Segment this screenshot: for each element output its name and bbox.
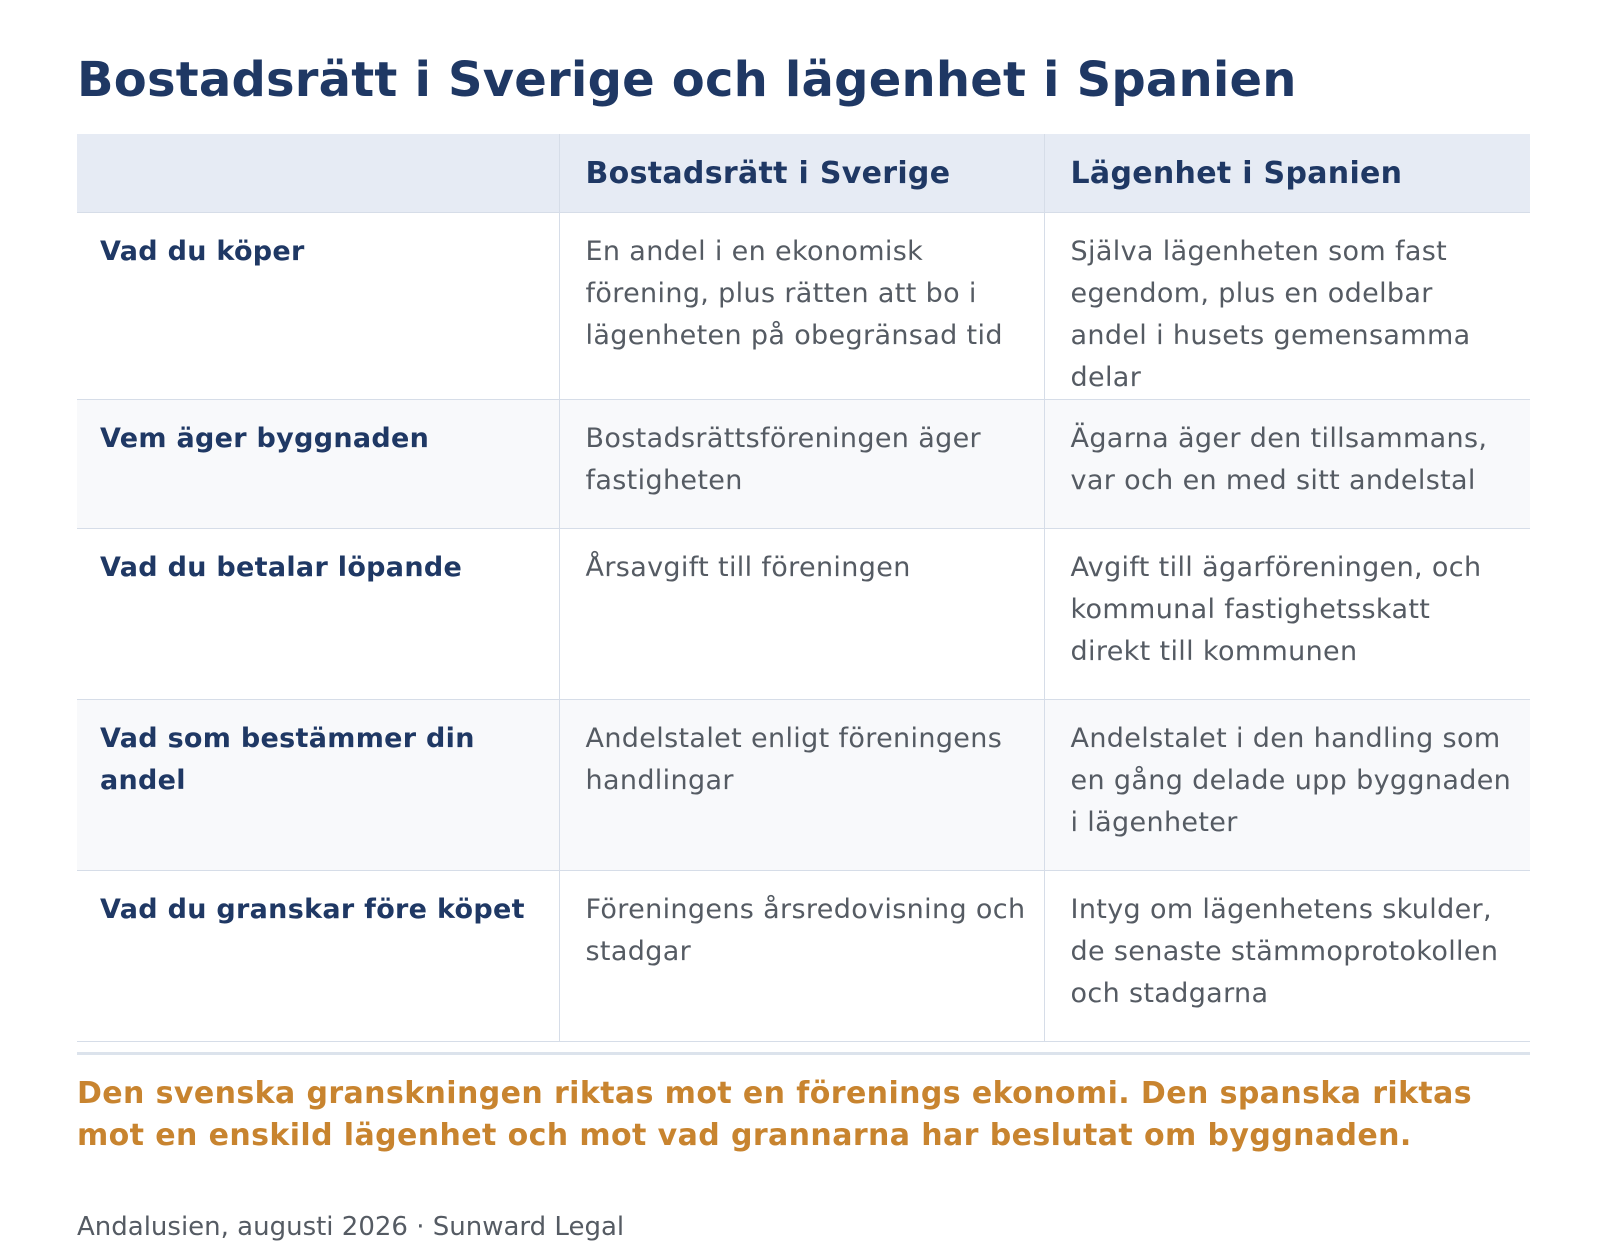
table-row — [77, 400, 1530, 529]
section-divider — [77, 1052, 1530, 1055]
comparison-table — [77, 134, 1530, 1042]
row-label: Vem äger byggnaden — [77, 400, 559, 529]
row-label: Vad du betalar löpande — [77, 529, 559, 700]
row-label: Vad du köper — [77, 213, 559, 400]
cell-sweden: En andel i en ekonomisk förening, plus rätten att bo i lägenheten på obegränsad tid — [559, 213, 1044, 400]
page-title: Bostadsrätt i Sverige och lägenhet i Spanien — [77, 52, 1297, 108]
cell-spain: Ägarna äger den tillsammans, var och en med sitt andelstal — [1044, 400, 1530, 529]
cell-spain: Intyg om lägenhetens skulder, de senaste stämmoprotokollen och stadgarna — [1044, 871, 1530, 1042]
cell-sweden: Andelstalet enligt föreningens handlingar — [559, 700, 1044, 871]
header-sweden: Bostadsrätt i Sverige — [559, 134, 1044, 213]
row-label: Vad som bestämmer din andel — [77, 700, 559, 871]
table-row — [77, 700, 1530, 871]
header-spain: Lägenhet i Spanien — [1044, 134, 1530, 213]
cell-sweden: Föreningens årsredovisning och stadgar — [559, 871, 1044, 1042]
header-empty-cell — [77, 134, 559, 213]
conclusion-text: Den svenska granskningen riktas mot en förenings ekonomi. Den spanska riktas mot en enskild lägenhet och mot vad grannarna har beslutat om byggnaden. — [77, 1076, 1473, 1153]
cell-spain: Själva lägenheten som fast egendom, plus en odelbar andel i husets gemensamma delar — [1044, 213, 1530, 400]
cell-spain: Andelstalet i den handling som en gång delade upp byggnaden i lägenheter — [1044, 700, 1530, 871]
cell-spain: Avgift till ägarföreningen, och kommunal fastighetsskatt direkt till kommunen — [1044, 529, 1530, 700]
cell-sweden: Årsavgift till föreningen — [559, 529, 1044, 700]
footer-text: Andalusien, augusti 2026 · Sunward Legal — [77, 1212, 625, 1242]
table-header-row — [77, 134, 1530, 213]
cell-sweden: Bostadsrättsföreningen äger fastigheten — [559, 400, 1044, 529]
table-row — [77, 871, 1530, 1042]
table-row — [77, 529, 1530, 700]
row-label: Vad du granskar före köpet — [77, 871, 559, 1042]
table-row — [77, 213, 1530, 400]
